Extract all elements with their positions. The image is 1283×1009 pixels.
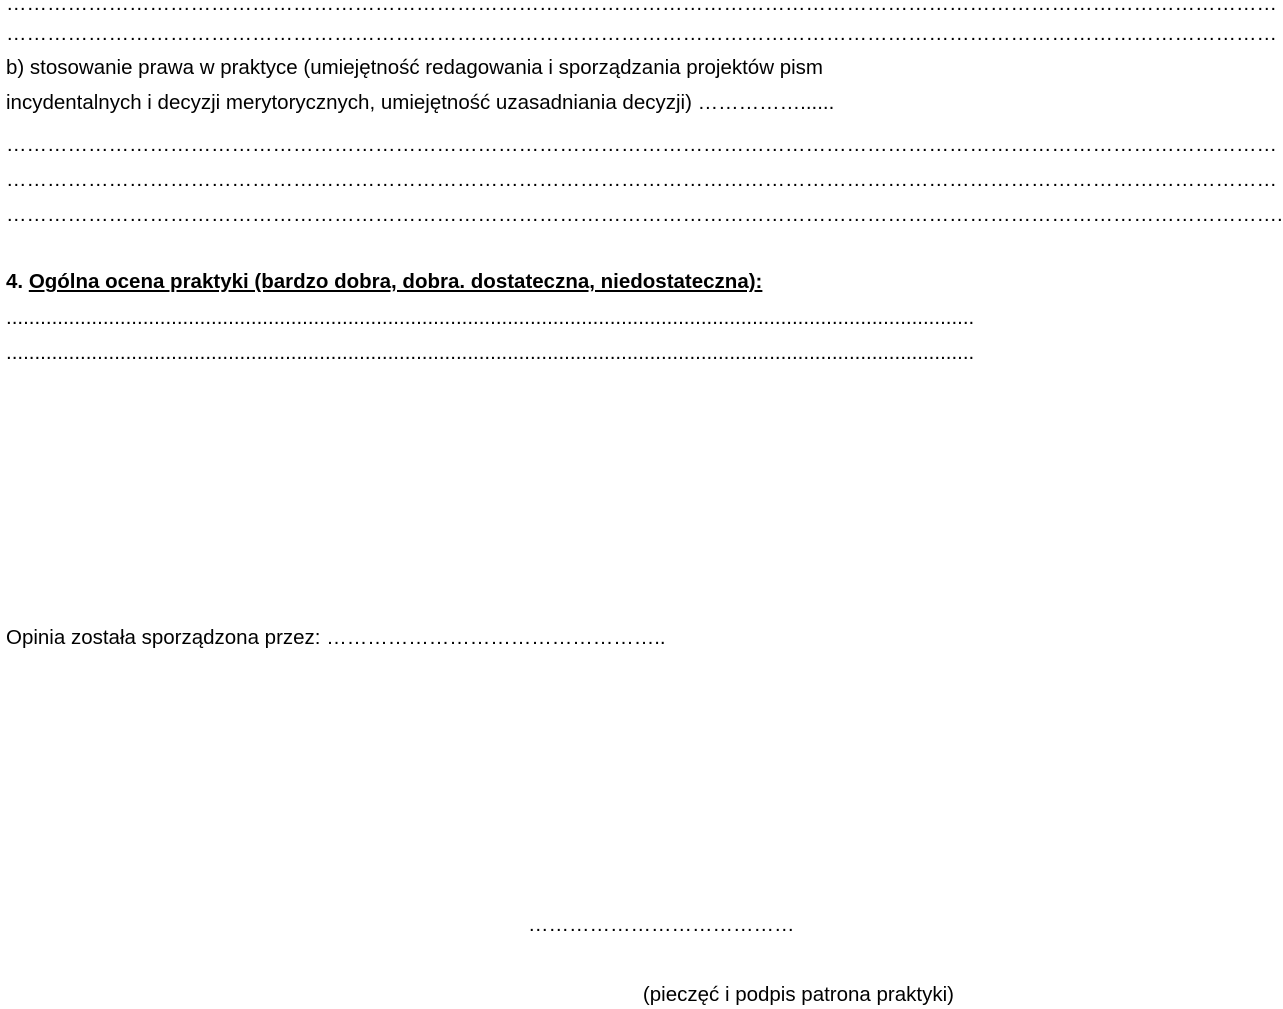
dotted-line: .......................................................................................................................................................................... bbox=[6, 306, 975, 329]
dotted-line: …………………………………………………………………………………………………………………………………………………………………… bbox=[6, 22, 1277, 45]
signature-caption: (pieczęć i podpis patrona praktyki) bbox=[642, 983, 954, 1006]
dotted-line: …………………………………………………………………………………………………………………………………………………………………… bbox=[6, 0, 1277, 15]
opinion-dots: ………………………………………….. bbox=[320, 626, 666, 649]
signature-dots: ………………………………… bbox=[528, 913, 795, 936]
section-4-heading bbox=[6, 270, 762, 294]
dotted-line: …………………………………………………………………………………………………………………………………………………………………… bbox=[6, 168, 1277, 191]
dotted-line: …………………………………………………………………………………………………………………………………………………………………… bbox=[6, 133, 1277, 156]
opinion-line bbox=[6, 626, 666, 650]
section-b-line-2-text: incydentalnych i decyzji merytorycznych, umiejętność uzasadniania decyzji) bbox=[6, 91, 692, 114]
section-4-title: Ogólna ocena praktyki (bardzo dobra, dobra. dostateczna, niedostateczna): bbox=[28, 270, 763, 293]
dotted-line: ……………………………………………………………………………………………………………………………………………………………………. bbox=[6, 203, 1283, 226]
section-b-line-2 bbox=[6, 91, 834, 115]
opinion-label: Opinia została sporządzona przez: bbox=[6, 626, 321, 649]
section-b-line-2-dots: ……………...... bbox=[691, 91, 835, 114]
section-b-line-1: b) stosowanie prawa w praktyce (umiejętność redagowania i sporządzania projektów pism bbox=[6, 56, 823, 79]
section-4-number: 4. bbox=[6, 270, 24, 293]
dotted-line: .......................................................................................................................................................................... bbox=[6, 341, 975, 364]
